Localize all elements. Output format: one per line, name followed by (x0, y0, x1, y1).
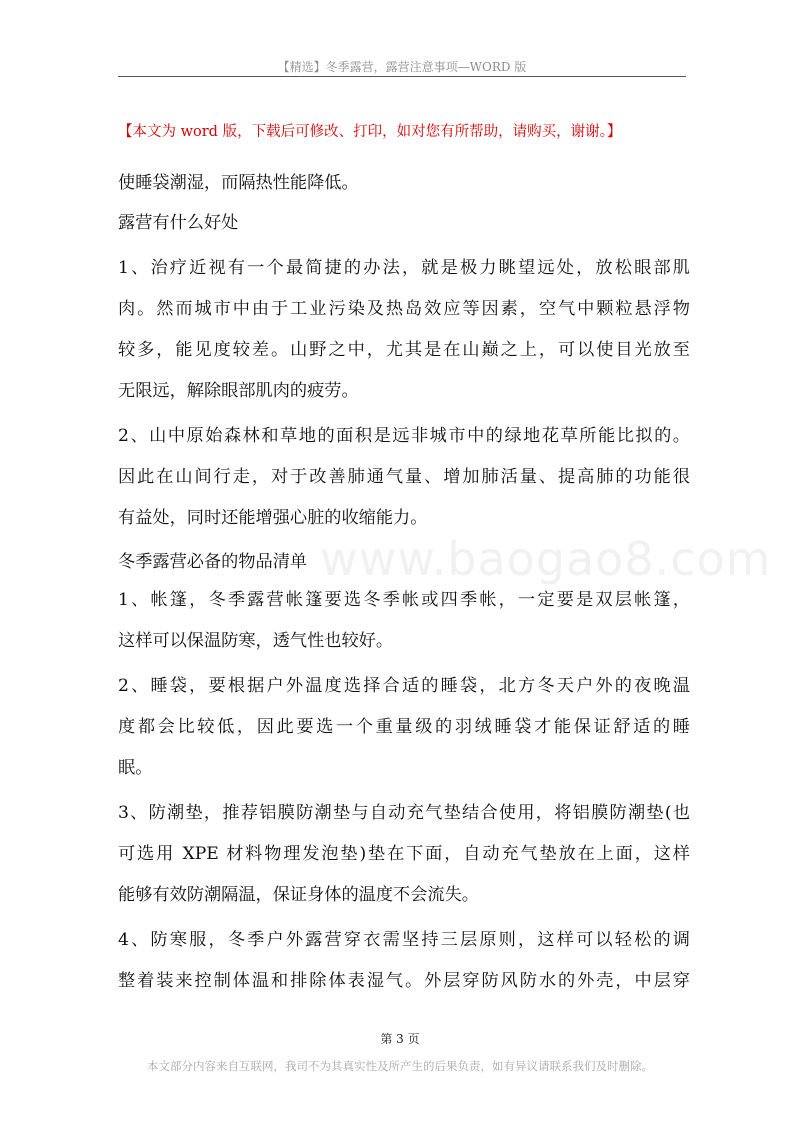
watermark: www.baogao8.com (320, 532, 772, 586)
body-line: 能够有效防潮隔温，保证身体的温度不会流失。 (118, 885, 479, 905)
body-line: 1、治疗近视有一个最简捷的办法，就是极力眺望远处，放松眼部肌 (118, 258, 690, 278)
page-number: 第 3 页 (380, 1032, 420, 1046)
body-line: 这样可以保温防寒，透气性也较好。 (118, 631, 394, 651)
body-line: 使睡袋潮湿，而隔热性能降低。 (118, 173, 359, 193)
footer-disclaimer: 本文部分内容来自互联网，我司不为其真实性及所产生的后果负责，如有异议请联系我们及时删除。 (147, 1059, 653, 1073)
body-line: 因此在山间行走，对于改善肺通气量、增加肺活量、提高肺的功能很 (118, 467, 690, 487)
body-line: 无限远，解除眼部肌肉的疲劳。 (118, 381, 359, 401)
body-line: 度都会比较低，因此要选一个重量级的羽绒睡袋才能保证舒适的睡 (118, 717, 690, 737)
body-line: 整着装来控制体温和排除体表湿气。外层穿防风防水的外壳，中层穿 (118, 971, 690, 991)
body-line: 较多，能见度较差。山野之中，尤其是在山巅之上，可以使目光放至 (118, 340, 690, 360)
body-line: 眠。 (118, 758, 153, 778)
download-notice: 【本文为 word 版，下载后可修改、打印，如对您有所帮助，请购买，谢谢。】 (118, 124, 622, 140)
body-line: 有益处，同时还能增强心脏的收缩能力。 (118, 508, 428, 528)
page-header-title: 【精选】冬季露营，露营注意事项—WORD 版 (277, 60, 527, 74)
body-line: 3、防潮垫，推荐铝膜防潮垫与自动充气垫结合使用，将铝膜防潮垫(也 (118, 803, 690, 823)
body-line: 2、山中原始森林和草地的面积是远非城市中的绿地花草所能比拟的。 (118, 426, 690, 446)
header-divider (118, 76, 686, 77)
section-heading: 冬季露营必备的物品清单 (118, 552, 308, 572)
body-line: 1、帐篷，冬季露营帐篷要选冬季帐或四季帐，一定要是双层帐篷， (118, 590, 690, 610)
body-line: 4、防寒服，冬季户外露营穿衣需坚持三层原则，这样可以轻松的调 (118, 930, 690, 950)
body-line: 肉。然而城市中由于工业污染及热岛效应等因素，空气中颗粒悬浮物 (118, 299, 690, 319)
body-line: 2、睡袋，要根据户外温度选择合适的睡袋，北方冬天户外的夜晚温 (118, 676, 690, 696)
body-line: 可选用 XPE 材料物理发泡垫)垫在下面，自动充气垫放在上面，这样 (118, 844, 690, 864)
section-heading: 露营有什么好处 (118, 213, 239, 233)
